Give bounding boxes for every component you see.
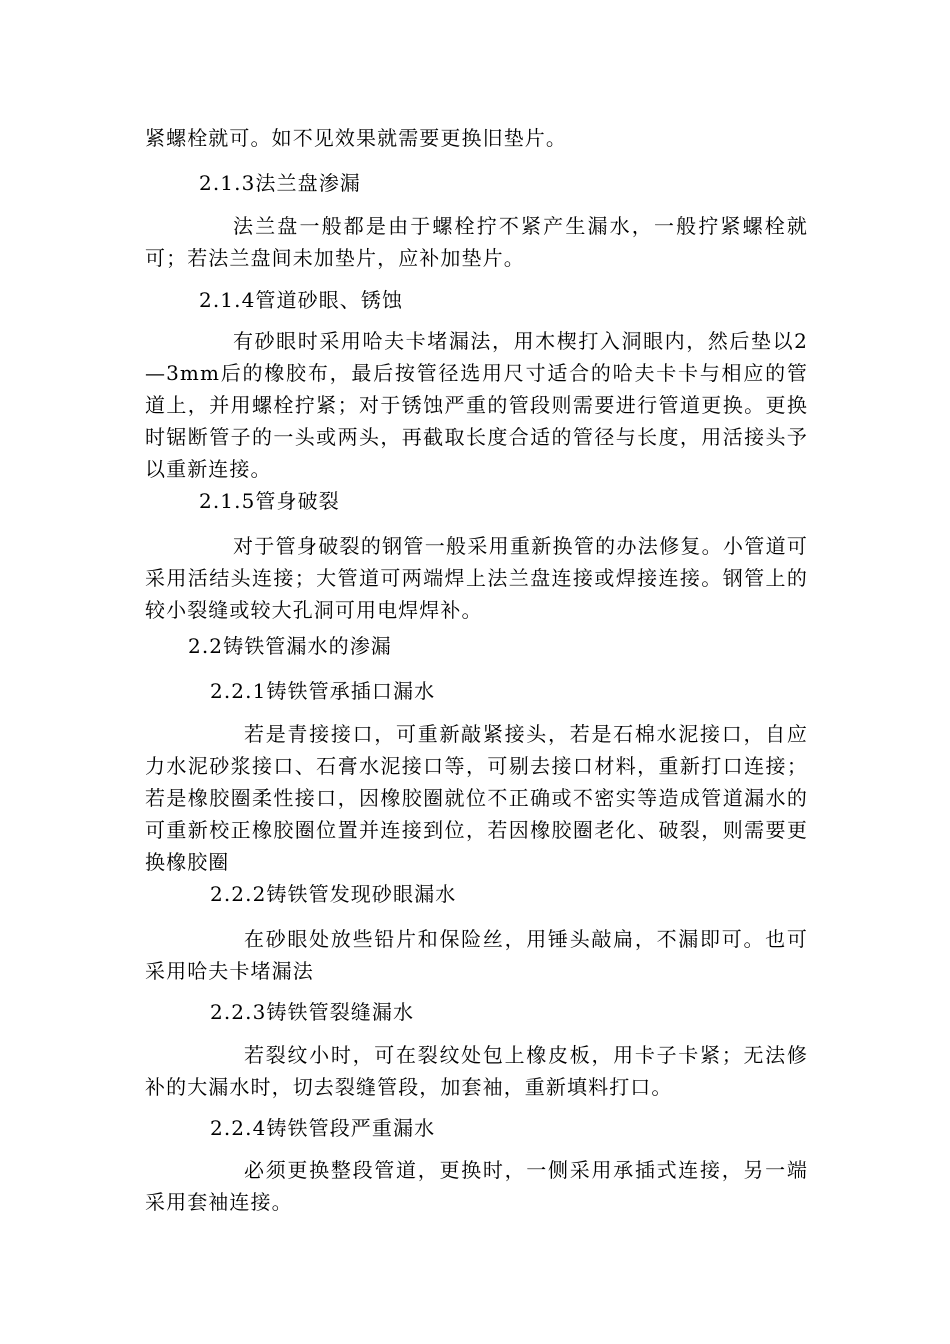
heading-2-1-4: 2.1.4管道砂眼、锈蚀 <box>199 288 404 312</box>
paragraph-2-2-2: 在砂眼处放些铅片和保险丝，用锤头敲扁，不漏即可。也可采用哈夫卡堵漏法 <box>145 927 808 983</box>
paragraph-2-1-3: 法兰盘一般都是由于螺栓拧不紧产生漏水，一般拧紧螺栓就可；若法兰盘间未加垫片，应补加垫片。 <box>145 214 808 270</box>
heading-2-2-4: 2.2.4铸铁管段严重漏水 <box>210 1116 436 1140</box>
paragraph-2-2-3: 若裂纹小时，可在裂纹处包上橡皮板，用卡子卡紧；无法修补的大漏水时，切去裂缝管段，加套袖，重新填料打口。 <box>145 1043 808 1099</box>
heading-2-1-3: 2.1.3法兰盘渗漏 <box>199 171 361 195</box>
heading-2-2: 2.2铸铁管漏水的渗漏 <box>188 634 392 658</box>
heading-2-2-1: 2.2.1铸铁管承插口漏水 <box>210 679 436 703</box>
heading-2-2-2: 2.2.2铸铁管发现砂眼漏水 <box>210 882 457 906</box>
heading-2-2-3: 2.2.3铸铁管裂缝漏水 <box>210 1000 415 1024</box>
paragraph-2-2-4: 必须更换整段管道，更换时，一侧采用承插式连接，另一端采用套袖连接。 <box>145 1158 808 1214</box>
paragraph-2-1-5: 对于管身破裂的钢管一般采用重新换管的办法修复。小管道可采用活结头连接；大管道可两端焊上法兰盘连接或焊接连接。钢管上的较小裂缝或较大孔洞可用电焊焊补。 <box>145 534 808 622</box>
paragraph-2-2-1: 若是青接接口，可重新敲紧接头，若是石棉水泥接口，自应力水泥砂浆接口、石膏水泥接口等，可剔去接口材料，重新打口连接；若是橡胶圈柔性接口，因橡胶圈就位不正确或不密实等造成管道漏水的可重新校正橡胶圈位置并连接到位，若因橡胶圈老化、破裂，则需要更换橡胶圈 <box>145 722 808 874</box>
heading-2-1-5: 2.1.5管身破裂 <box>199 489 340 513</box>
paragraph-2-1-4: 有砂眼时采用哈夫卡堵漏法，用木楔打入洞眼内，然后垫以2—3mm后的橡胶布，最后按管径选用尺寸适合的哈夫卡卡与相应的管道上，并用螺栓拧紧；对于锈蚀严重的管段则需要进行管道更换。更换时锯断管子的一头或两头，再截取长度合适的管径与长度，用活接头予以重新连接。 <box>145 329 808 481</box>
paragraph-continuation: 紧螺栓就可。如不见效果就需要更换旧垫片。 <box>145 126 567 150</box>
